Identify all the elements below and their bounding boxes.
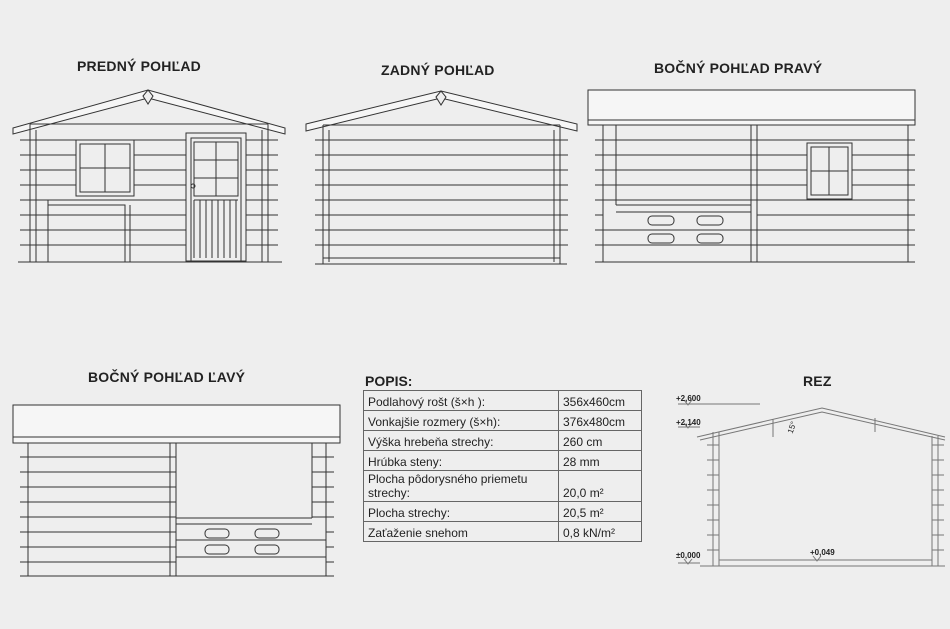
left-view-drawing [13,405,340,576]
right-view-title: BOČNÝ POHĽAD PRAVÝ [654,60,823,76]
table-row [364,411,642,431]
spec-value: 376x480cm [559,411,642,431]
table-row [364,522,642,542]
spec-label: Vonkajšie rozmery (š×h): [364,411,559,431]
level-floor: +0,049 [810,548,835,557]
level-eave: +2,140 [676,418,701,427]
level-ridge: +2,600 [676,394,701,403]
spec-label: Plocha pôdorysného priemetu strechy: [364,471,559,502]
spec-table [363,390,642,542]
level-ground: ±0,000 [676,551,701,560]
roof-angle: 15° [785,420,799,435]
spec-value: 20,0 m² [559,471,642,502]
spec-value: 356x460cm [559,391,642,411]
spec-value: 260 cm [559,431,642,451]
spec-value: 28 mm [559,451,642,471]
spec-value: 0,8 kN/m² [559,522,642,542]
spec-value: 20,5 m² [559,502,642,522]
spec-label: Hrúbka steny: [364,451,559,471]
right-view-drawing [588,90,915,262]
table-row [364,502,642,522]
spec-label: Podlahový rošt (š×h ): [364,391,559,411]
table-row [364,451,642,471]
front-view-title: PREDNÝ POHĽAD [77,58,201,74]
spec-label: Výška hrebeňa strechy: [364,431,559,451]
popis-title: POPIS: [365,373,413,389]
left-view-title: BOČNÝ POHĽAD ĽAVÝ [88,369,246,385]
spec-label: Zaťaženie snehom [364,522,559,542]
back-view-title: ZADNÝ POHĽAD [381,62,495,78]
section-drawing [678,400,945,566]
spec-label: Plocha strechy: [364,502,559,522]
front-view-drawing [13,90,285,262]
table-row [364,431,642,451]
section-view-title: REZ [803,373,832,389]
table-row [364,391,642,411]
table-row [364,471,642,502]
back-view-drawing [306,91,577,264]
